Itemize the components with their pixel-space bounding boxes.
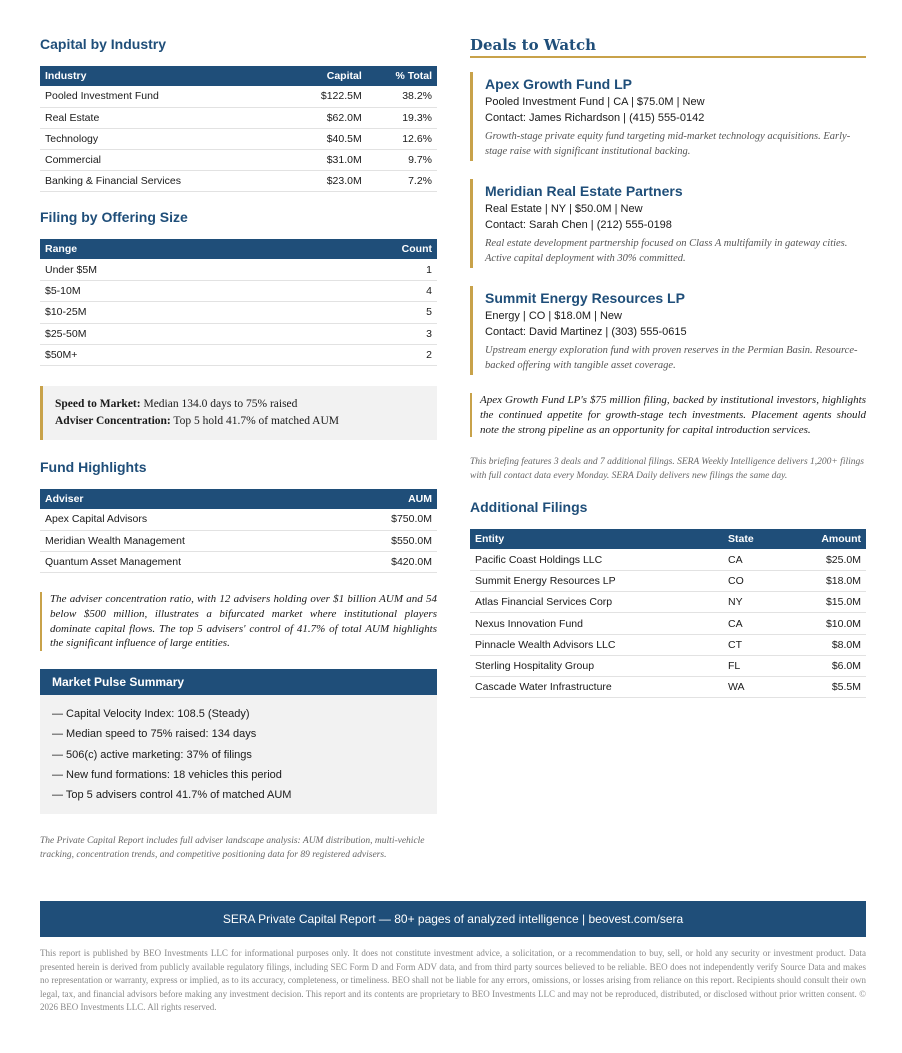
deal-description: Upstream energy exploration fund with proven reserves in the Permian Basin. Resource-backed offering with tangible asset coverage. xyxy=(485,345,858,371)
table-row xyxy=(470,592,866,613)
deal-card xyxy=(470,286,866,375)
table-row xyxy=(40,128,437,149)
col-industry: Industry xyxy=(40,66,290,86)
range-cell: $5-10M xyxy=(40,281,280,302)
capital-cell: $23.0M xyxy=(290,171,367,192)
speed-line xyxy=(55,396,425,413)
additional-filings-title: Additional Filings xyxy=(470,499,588,516)
table-row xyxy=(40,551,437,572)
capital-cell: $31.0M xyxy=(290,150,367,171)
aum-cell: $550.0M xyxy=(336,530,437,551)
range-cell: $10-25M xyxy=(40,302,280,323)
state-cell: CA xyxy=(723,549,783,570)
table-row xyxy=(470,655,866,676)
right-column xyxy=(470,34,866,698)
table-row xyxy=(40,509,437,530)
table-header-row xyxy=(470,529,866,549)
table-header-row xyxy=(40,66,437,86)
pulse-item: — Top 5 advisers control 41.7% of matched AUM xyxy=(52,789,292,802)
table-row xyxy=(40,281,437,302)
table-row xyxy=(40,150,437,171)
col-capital: Capital xyxy=(290,66,367,86)
concentration-note: The adviser concentration ratio, with 12 advisers holding over $1 billion AUM and 54 below $500 million, illustrates a bifurcated market where institutional players dominate capital flows. The top 5 advisers' control of 41.7% of total AUM highlights the significant influence of large entities. xyxy=(40,592,437,651)
fund-highlights-title: Fund Highlights xyxy=(40,458,147,475)
speed-callout xyxy=(40,386,437,440)
deals-title: Deals to Watch xyxy=(470,34,866,58)
filing-by-size-table xyxy=(40,239,437,365)
count-cell: 4 xyxy=(280,281,437,302)
range-cell: $25-50M xyxy=(40,323,280,344)
table-header-row xyxy=(40,239,437,259)
entity-cell: Cascade Water Infrastructure xyxy=(470,677,723,698)
col-state: State xyxy=(723,529,783,549)
aum-cell: $420.0M xyxy=(336,551,437,572)
capital-by-industry-table xyxy=(40,66,437,192)
deal-meta: Pooled Investment Fund | CA | $75.0M | New xyxy=(485,96,705,108)
col-aum: AUM xyxy=(336,489,437,509)
col-count: Count xyxy=(280,239,437,259)
deal-commentary: Apex Growth Fund LP's $75 million filing, backed by institutional investors, highlights the continued appetite for growth-stage tech investments. Placement agents should note the strong pipeline as an opportunity for capital introduction services. xyxy=(470,393,866,437)
entity-cell: Pacific Coast Holdings LLC xyxy=(470,549,723,570)
state-cell: WA xyxy=(723,677,783,698)
col-pct-total: % Total xyxy=(367,66,437,86)
amount-cell: $10.0M xyxy=(783,613,866,634)
deal-card xyxy=(470,72,866,161)
pulse-item: — Median speed to 75% raised: 134 days xyxy=(52,728,257,741)
amount-cell: $25.0M xyxy=(783,549,866,570)
entity-cell: Pinnacle Wealth Advisors LLC xyxy=(470,634,723,655)
aum-cell: $750.0M xyxy=(336,509,437,530)
pulse-item: — New fund formations: 18 vehicles this period xyxy=(52,769,282,782)
table-row xyxy=(40,344,437,365)
table-row xyxy=(40,259,437,280)
filing-by-size-title: Filing by Offering Size xyxy=(40,209,188,226)
fund-highlights-table xyxy=(40,489,437,573)
state-cell: CA xyxy=(723,613,783,634)
count-cell: 1 xyxy=(280,259,437,280)
industry-cell: Technology xyxy=(40,128,290,149)
speed-label: Speed to Market: xyxy=(55,397,141,410)
entity-cell: Atlas Financial Services Corp xyxy=(470,592,723,613)
state-cell: NY xyxy=(723,592,783,613)
state-cell: FL xyxy=(723,655,783,676)
pct-cell: 9.7% xyxy=(367,150,437,171)
market-pulse-box xyxy=(40,669,437,813)
disclaimer: This report is published by BEO Investments LLC for informational purposes only. It does not constitute investment advice, a solicitation, or a recommendation to buy, sell, or hold any security or investment product. Data presented herein is derived from publicly available regulatory filings, including SEC Form D and Form ADV data, and from third party sources believed to be reliable. BEO does not independently verify Source Data and makes no representation or warranty, express or implied, as to its accuracy, completeness, or timeliness. BEO shall not be liable for any errors, omissions, or losses arising from reliance on this report. Recipients should consult their own legal, tax, and financial advisors before making any investment decision. This report and its contents are proprietary to BEO Investments LLC and may not be reproduced, distributed, or disclosed without prior written consent. © 2026 BEO Investments LLC. All rights reserved. xyxy=(40,948,866,1012)
table-row xyxy=(470,613,866,634)
capital-by-industry-title: Capital by Industry xyxy=(40,36,167,52)
pct-cell: 38.2% xyxy=(367,86,437,107)
deal-contact: Contact: David Martinez | (303) 555-0615 xyxy=(485,326,687,338)
table-header-row xyxy=(40,489,437,509)
industry-cell: Banking & Financial Services xyxy=(40,171,290,192)
market-pulse-title: Market Pulse Summary xyxy=(40,669,437,695)
capital-cell: $122.5M xyxy=(290,86,367,107)
adviser-cell: Meridian Wealth Management xyxy=(40,530,336,551)
range-cell: Under $5M xyxy=(40,259,280,280)
table-row xyxy=(470,549,866,570)
table-row xyxy=(40,302,437,323)
deal-card xyxy=(470,179,866,268)
report-banner[interactable]: SERA Private Capital Report — 80+ pages of analyzed intelligence | beovest.com/sera xyxy=(40,901,866,937)
col-entity: Entity xyxy=(470,529,723,549)
col-adviser: Adviser xyxy=(40,489,336,509)
amount-cell: $6.0M xyxy=(783,655,866,676)
range-cell: $50M+ xyxy=(40,344,280,365)
capital-cell: $62.0M xyxy=(290,107,367,128)
entity-cell: Sterling Hospitality Group xyxy=(470,655,723,676)
amount-cell: $5.5M xyxy=(783,677,866,698)
adviser-cell: Quantum Asset Management xyxy=(40,551,336,572)
industry-cell: Commercial xyxy=(40,150,290,171)
deal-description: Growth-stage private equity fund targeting mid-market technology acquisitions. Early-stage raise with significant institutional backing. xyxy=(485,131,851,157)
deal-name: Meridian Real Estate Partners xyxy=(485,183,683,199)
pct-cell: 19.3% xyxy=(367,107,437,128)
table-row xyxy=(40,107,437,128)
deal-contact: Contact: James Richardson | (415) 555-0142 xyxy=(485,112,705,124)
deal-meta: Real Estate | NY | $50.0M | New xyxy=(485,203,643,215)
deal-name: Apex Growth Fund LP xyxy=(485,76,632,92)
col-amount: Amount xyxy=(783,529,866,549)
count-cell: 2 xyxy=(280,344,437,365)
adviser-cell: Apex Capital Advisors xyxy=(40,509,336,530)
deal-meta: Energy | CO | $18.0M | New xyxy=(485,310,622,322)
count-cell: 5 xyxy=(280,302,437,323)
concentration-line xyxy=(55,413,425,430)
pulse-item: — Capital Velocity Index: 108.5 (Steady) xyxy=(52,708,250,721)
state-cell: CO xyxy=(723,571,783,592)
amount-cell: $15.0M xyxy=(783,592,866,613)
deal-name: Summit Energy Resources LP xyxy=(485,290,685,306)
deal-contact: Contact: Sarah Chen | (212) 555-0198 xyxy=(485,219,672,231)
industry-cell: Pooled Investment Fund xyxy=(40,86,290,107)
state-cell: CT xyxy=(723,634,783,655)
table-row xyxy=(40,86,437,107)
concentration-text: Top 5 hold 41.7% of matched AUM xyxy=(170,414,340,427)
briefing-note: This briefing features 3 deals and 7 additional filings. SERA Weekly Intelligence delivers 1,200+ filings with full contact data every Monday. SERA Daily delivers new filings the same day. xyxy=(470,457,864,482)
table-row xyxy=(470,677,866,698)
table-row xyxy=(470,634,866,655)
col-range: Range xyxy=(40,239,280,259)
deal-description: Real estate development partnership focused on Class A multifamily in gateway cities. Active capital deployment with 30% committed. xyxy=(485,238,848,264)
amount-cell: $18.0M xyxy=(783,571,866,592)
concentration-label: Adviser Concentration: xyxy=(55,414,171,427)
additional-filings-table xyxy=(470,529,866,698)
market-pulse-list xyxy=(40,695,437,813)
pulse-item: — 506(c) active marketing: 37% of filings xyxy=(52,748,252,761)
report-note: The Private Capital Report includes full adviser landscape analysis: AUM distribution, multi-vehicle tracking, concentration trends, and competitive positioning data for 89 registered advisers. xyxy=(40,835,425,860)
entity-cell: Nexus Innovation Fund xyxy=(470,613,723,634)
table-row xyxy=(40,171,437,192)
entity-cell: Summit Energy Resources LP xyxy=(470,571,723,592)
table-row xyxy=(40,323,437,344)
speed-text: Median 134.0 days to 75% raised xyxy=(140,397,298,410)
capital-cell: $40.5M xyxy=(290,128,367,149)
amount-cell: $8.0M xyxy=(783,634,866,655)
pct-cell: 12.6% xyxy=(367,128,437,149)
industry-cell: Real Estate xyxy=(40,107,290,128)
pct-cell: 7.2% xyxy=(367,171,437,192)
table-row xyxy=(40,530,437,551)
count-cell: 3 xyxy=(280,323,437,344)
table-row xyxy=(470,571,866,592)
left-column xyxy=(40,34,437,862)
